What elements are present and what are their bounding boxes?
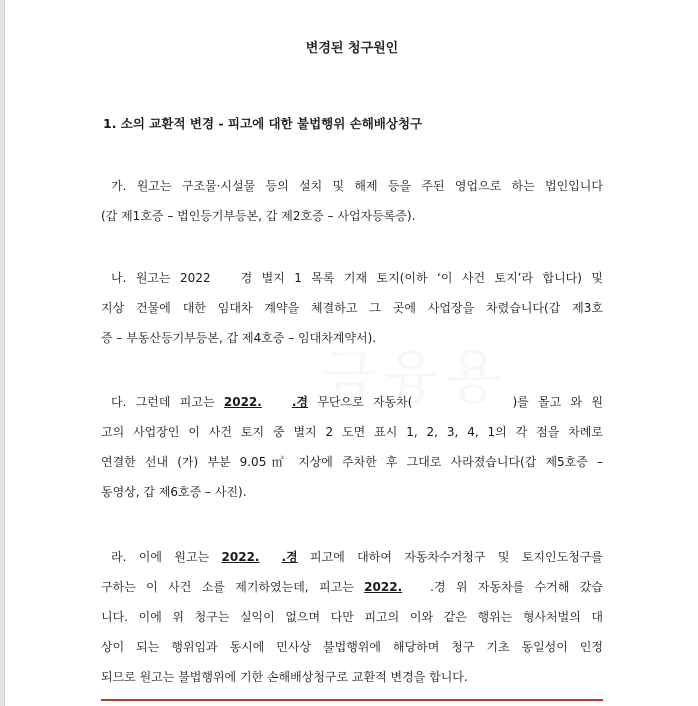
page-margin-line [4,0,5,706]
text-run: 라. 이에 원고는 [111,550,210,564]
paragraph-da [101,387,603,507]
paragraph-line: 가. 원고는 구조물·시설물 등의 설치 및 해제 등을 주된 영업으로 하는 법인입니다 [111,179,603,193]
paragraph-line: 연결한 선내 (가) 부분 9.05㎡ 지상에 주차한 후 그대로 사라졌습니다(갑 제5호증 – [101,455,603,469]
paragraph-ga [101,171,603,231]
paragraph-line: (갑 제1호증 – 법인등기부등본, 갑 제2호증 – 사업자등록증). [101,209,416,223]
paragraph-line [101,387,603,417]
text-run: 구하는 이 사건 소를 제기하였는데, 피고는 [101,580,354,594]
paragraph-line [101,263,603,293]
text-run: 무단으로 자동차( [317,395,413,409]
paragraph-line: 상이 되는 행위임과 동시에 민사상 불법행위에 해당하며 청구 기초 동일성이 인정 [101,640,603,654]
date-underlined: 2022. [364,580,403,594]
paragraph-line [101,572,603,602]
paragraph-line: 니다. 이에 위 청구는 실익이 없으며 다만 피고의 이와 같은 행위는 형사처벌의 대 [101,610,603,624]
text-run: 나. 원고는 2022 [111,271,211,285]
text-run: )를 몰고 와 원 [512,395,603,409]
paragraph-line: 지상 건물에 대한 임대차 계약을 체결하고 그 곳에 사업장을 차렸습니다(갑 제3호 [101,301,603,315]
paragraph-line: 고의 사업장인 이 사건 토지 중 별지 2 도면 표시 1, 2, 3, 4, 1의 각 점을 차례로 [101,425,603,439]
paragraph-line [101,542,603,572]
kyung-underlined: .경 [291,395,308,409]
section-heading: 1. 소의 교환적 변경 - 피고에 대한 불법행위 손해배상청구 [103,116,423,131]
paragraph-line: 증 – 부동산등기부등본, 갑 제4호증 – 임대차계약서). [101,331,377,345]
date-underlined: 2022. [221,550,260,564]
paragraph-ra [101,542,603,692]
document-title: 변경된 청구원인 [305,41,399,56]
date-underlined: 2022. [223,395,262,409]
page-bottom-rule [101,699,603,701]
text-run: 경 별지 1 목록 기재 토지(이하 ‘이 사건 토지’라 합니다) 및 [240,271,603,285]
paragraph-line: 되므로 원고는 불법행위에 기한 손해배상청구로 교환적 변경을 합니다. [101,670,468,684]
text-run: 다. 그런데 피고는 [111,395,215,409]
paragraph-line: 동영상, 갑 제6호증 – 사진). [101,485,247,499]
paragraph-na [101,263,603,353]
text-run: .경 위 자동차를 수거해 갔습 [430,580,603,594]
text-run: 피고에 대하여 자동차수거청구 및 토지인도청구를 [310,550,603,564]
kyung-underlined: .경 [281,550,298,564]
